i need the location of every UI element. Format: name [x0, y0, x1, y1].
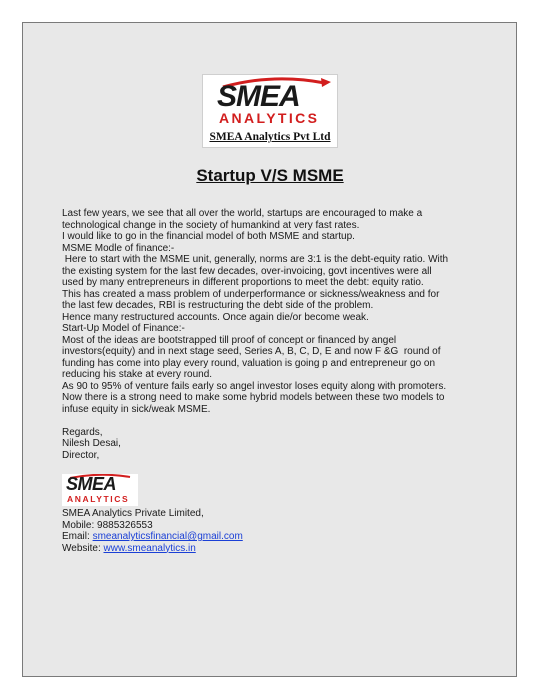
mobile-number: 9885326553 — [97, 519, 153, 531]
website-label: Website: — [62, 542, 104, 554]
body-line: funding has come into play every round, valuation is going p and entrepreneur go on — [62, 357, 436, 369]
contact-block — [62, 508, 462, 554]
contact-company: SMEA Analytics Private Limited, — [62, 508, 204, 519]
signature-logo — [62, 474, 138, 506]
contact-email-line — [62, 531, 462, 543]
website-link[interactable]: www.smeanalytics.in — [103, 542, 196, 554]
page-title: Startup V/S MSME — [196, 166, 344, 185]
body-line: Start-Up Model of Finance:- — [62, 323, 185, 334]
body-line: infuse equity in sick/weak MSME. — [62, 403, 211, 415]
logo-company-name: SMEA Analytics Pvt Ltd — [209, 131, 331, 143]
small-logo-wordmark: SMEA — [66, 474, 117, 494]
body-line: Here to start with the MSME unit, generally, norms are 3:1 is the debt-equity ratio. With — [62, 254, 449, 265]
logo-subtitle: ANALYTICS — [219, 110, 320, 126]
body-line: As 90 to 95% of venture fails early so angel investor loses equity along with promoters. — [62, 380, 447, 392]
contact-mobile-line — [62, 520, 462, 532]
body-line: reducing his stake at every round. — [62, 369, 213, 380]
body-line: MSME Modle of finance:- — [62, 242, 175, 254]
body-line: Last few years, we see that all over the world, startups are encouraged to make a — [62, 208, 423, 219]
body-line: technological change in the society of humankind at very fast rates. — [62, 219, 360, 231]
signoff-role: Director, — [62, 449, 100, 461]
contact-website-line — [62, 543, 462, 555]
body-line: the existing system for the last few decades, over-invoicing, govt incentives were all — [62, 265, 432, 277]
body-line: Most of the ideas are bootstrapped till proof of concept or financed by angel — [62, 334, 397, 346]
article-body — [62, 208, 482, 461]
logo-wordmark: SMEA — [217, 80, 300, 113]
body-line: Hence many restructured accounts. Once again die/or become weak. — [62, 311, 369, 323]
small-logo-subtitle: ANALYTICS — [67, 494, 130, 504]
body-line: used by many entrepreneurs in different proportions to meet the debt: equity ratio. — [62, 277, 424, 288]
body-line: I would like to go in the financial model of both MSME and startup. — [62, 231, 355, 242]
body-line: investors(equity) and in next stage seed, Series A, B, C, D, E and now F &G round of — [62, 346, 441, 357]
body-line: Now there is a strong need to make some hybrid models between these two models to — [62, 392, 445, 403]
signoff-name: Nilesh Desai, — [62, 438, 121, 449]
email-link[interactable]: smeanalyticsfinancial@gmail.com — [92, 531, 243, 542]
signoff-regards: Regards, — [62, 426, 103, 438]
body-line: the last few decades, RBI is restructuring the debt side of the problem. — [62, 300, 374, 311]
company-logo — [202, 74, 338, 148]
body-line: This has created a mass problem of underperformance or sickness/weakness and for — [62, 288, 440, 300]
email-label: Email: — [62, 531, 93, 542]
mobile-label: Mobile: — [62, 519, 98, 531]
